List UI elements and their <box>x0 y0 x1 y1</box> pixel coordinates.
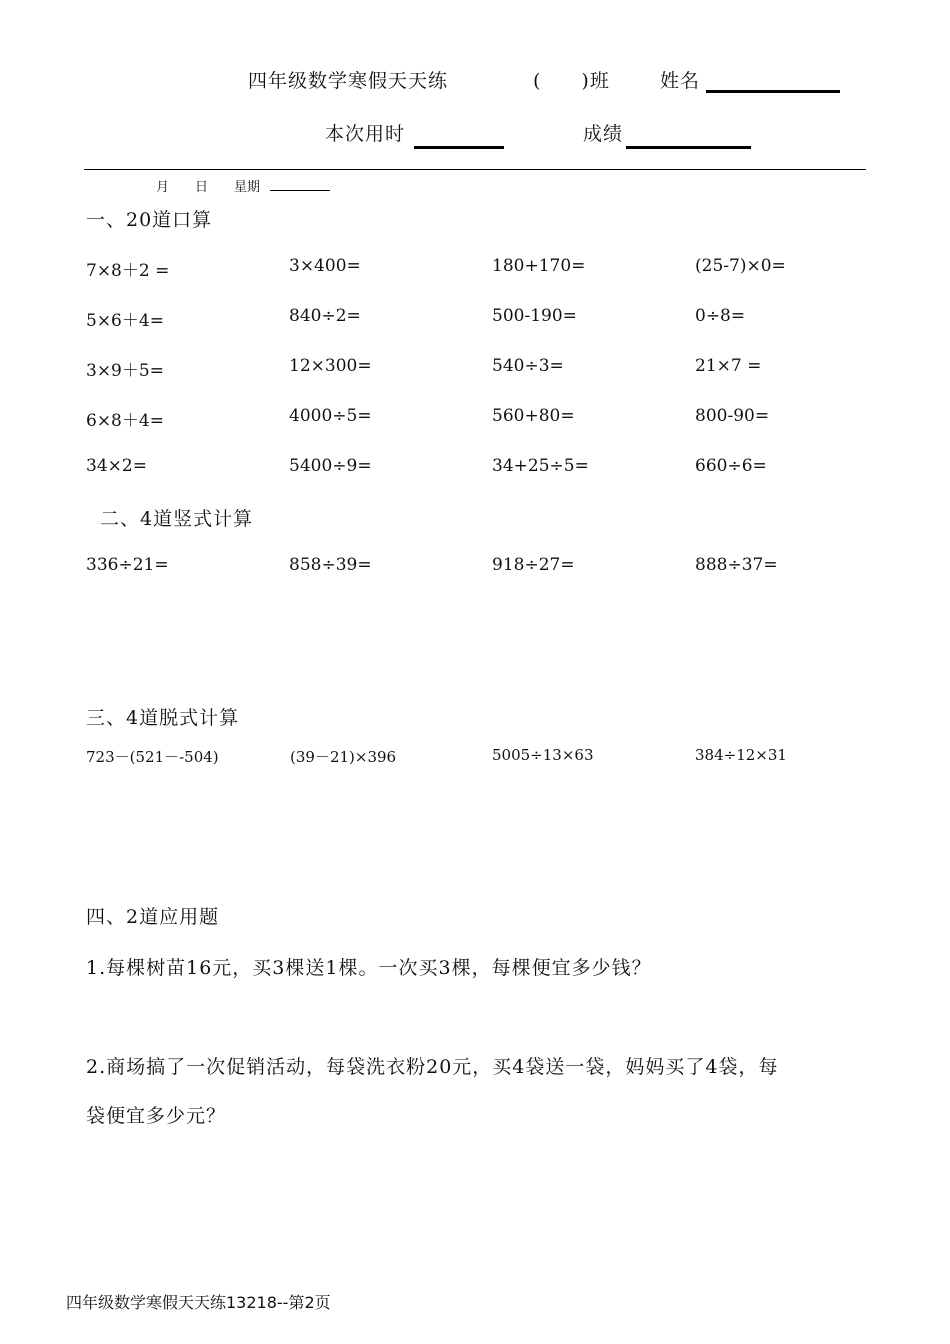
step-calculation-problem: (39－21)×396 <box>290 748 397 766</box>
step-calculation-problem: 723－(521－-504) <box>86 748 219 766</box>
date-line: 月 日 星期 <box>156 180 261 195</box>
section1-heading: 一、20道口算 <box>86 209 213 231</box>
oral-problem: 660÷6= <box>695 456 767 476</box>
oral-problem: 12×300= <box>289 356 372 376</box>
oral-problem: 800-90= <box>695 406 770 426</box>
oral-problem: 34+25÷5= <box>492 456 589 476</box>
oral-problem: 500-190= <box>492 306 577 326</box>
oral-problem: 0÷8= <box>695 306 746 326</box>
step-calculation-problem: 5005÷13×63 <box>492 746 594 764</box>
name-blank[interactable] <box>706 90 840 93</box>
vertical-division-problem: 888÷37= <box>695 555 778 575</box>
vertical-division-problem: 918÷27= <box>492 555 575 575</box>
section4-heading: 四、2道应用题 <box>86 906 220 928</box>
oral-problem: 6×8＋4= <box>86 411 164 431</box>
oral-problem: 3×9＋5= <box>86 361 164 381</box>
oral-problem: 3×400= <box>289 256 361 276</box>
oral-problem: 560+80= <box>492 406 575 426</box>
vertical-division-problem: 336÷21= <box>86 555 169 575</box>
time-label: 本次用时 <box>325 123 406 145</box>
name-label: 姓名 <box>660 70 701 92</box>
oral-problem: 5400÷9= <box>289 456 372 476</box>
oral-problem: 7×8＋2 = <box>86 261 170 281</box>
oral-problem: 540÷3= <box>492 356 564 376</box>
section2-heading: 二、4道竖式计算 <box>100 508 254 530</box>
time-blank[interactable] <box>414 146 504 149</box>
vertical-division-problem: 858÷39= <box>289 555 372 575</box>
score-blank[interactable] <box>626 146 751 149</box>
step-calculation-problem: 384÷12×31 <box>695 746 787 764</box>
oral-problem: 840÷2= <box>289 306 361 326</box>
class-label: ( )班 <box>533 70 610 92</box>
oral-problem: (25-7)×0= <box>695 256 786 276</box>
page-footer: 四年级数学寒假天天练13218--第2页 <box>66 1293 331 1312</box>
word-problem-2-line1: 2.商场搞了一次促销活动，每袋洗衣粉20元，买4袋送一袋，妈妈买了4袋，每 <box>86 1056 779 1078</box>
oral-problem: 34×2= <box>86 456 147 476</box>
word-problem-2-line2: 袋便宜多少元？ <box>86 1105 227 1127</box>
weekday-blank[interactable] <box>270 190 330 191</box>
word-problem-1: 1.每棵树苗16元，买3棵送1棵。一次买3棵，每棵便宜多少钱？ <box>86 957 652 979</box>
worksheet-title: 四年级数学寒假天天练 <box>248 70 449 92</box>
oral-problem: 4000÷5= <box>289 406 372 426</box>
oral-problem: 21×7 = <box>695 356 762 376</box>
oral-problem: 5×6＋4= <box>86 311 164 331</box>
section3-heading: 三、4道脱式计算 <box>86 707 240 729</box>
oral-problem: 180+170= <box>492 256 586 276</box>
header-divider <box>84 169 866 170</box>
score-label: 成绩 <box>583 123 624 145</box>
